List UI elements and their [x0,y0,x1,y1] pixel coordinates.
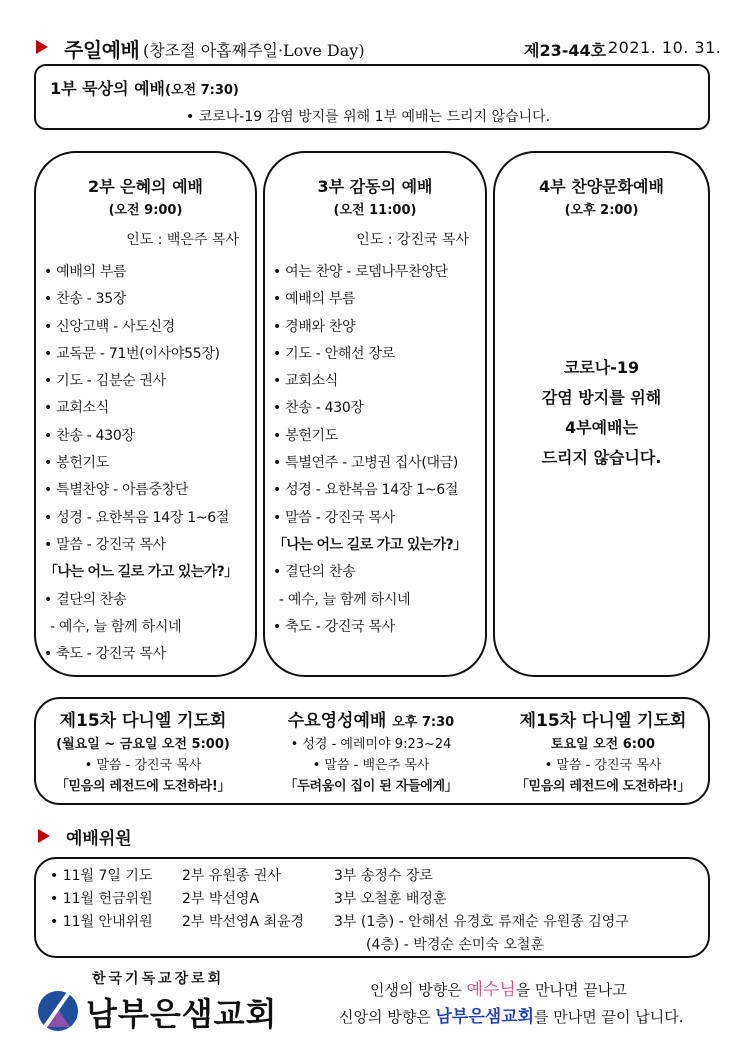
prayer-sermon: 「믿음의 레전드에 도전하라!」 [55,779,231,794]
order-item: • 결단의 찬송 [44,591,127,608]
slogan-text: 를 만나면 끝이 납니다. [534,1008,684,1026]
service2-time: (오전 9:00) [108,203,183,218]
prayer-sermon: 「두려움이 집이 된 자들에게」 [284,779,458,794]
order-item: • 찬송 - 430장 [44,427,135,444]
prayer-scripture: • 성경 - 예레미야 9:23~24 [290,737,452,752]
service3-title: 3부 감동의 예배 [317,177,433,196]
order-item: - 예수, 늘 함께 하시네 [50,618,182,635]
issue-number: 제23-44호 [524,41,607,60]
order-item: • 특별찬양 - 아름중창단 [44,482,189,499]
notice-line: 감염 방지를 위해 [541,388,662,407]
order-item: • 찬송 - 35장 [44,291,127,308]
order-item: • 경배와 찬양 [273,318,356,335]
order-item: • 신앙고백 - 사도신경 [44,318,175,335]
slogan-line-1 [370,975,627,1000]
prayer-preacher: • 말씀 - 백은주 목사 [312,758,430,773]
service2-leader: 인도 : 백은주 목사 [126,232,239,248]
order-item: • 축도 - 강진국 목사 [44,646,166,663]
service2-title: 2부 은혜의 예배 [87,177,203,196]
service3-box [263,151,487,677]
service1-time: (오전 7:30) [165,83,239,98]
duty-s3: 3부 오철훈 배정훈 [334,891,447,907]
order-item: • 찬송 - 430장 [273,400,364,417]
prayer-title: 수요영성예배 [287,711,387,731]
slogan-highlight: 남부은샘교회 [435,1007,535,1027]
service3-leader: 인도 : 강진국 목사 [356,232,469,248]
order-item: • 축도 - 강진국 목사 [273,618,395,635]
bulletin-subtitle: (창조절 아홉째주일·Love Day) [143,41,365,60]
order-item: • 결단의 찬송 [273,564,356,581]
service1-heading [50,76,239,99]
section-arrow-icon [38,829,50,843]
slogan-text: 을 만나면 끝나고 [515,981,627,999]
order-item: • 기도 - 김분순 권사 [44,373,166,390]
order-item: • 교회소식 [273,373,339,390]
sermon-title: 「나는 어느 길로 가고 있는가?」 [44,564,238,581]
prayer-heading [264,708,478,734]
notice-line: 드리지 않습니다. [541,448,662,467]
duty-label: • 11월 7일 기도 [50,868,153,884]
service4-box [493,151,710,677]
order-item: • 성경 - 요한복음 14장 1~6절 [44,509,230,526]
bulletin-title: 주일예배 [64,38,140,62]
service3-order-list [273,259,467,641]
order-item: • 교회소식 [44,400,110,417]
church-logo-icon [38,991,78,1031]
order-item: • 예배의 부름 [273,291,356,308]
slogan-text: 인생의 방향은 [370,981,467,999]
order-item: • 예배의 부름 [44,264,127,280]
duty-s3: 3부 (1층) - 안해선 유경호 류재순 유원종 김영구 [334,914,629,930]
dawn-prayer-weekday [38,699,248,797]
slogan-text: 신앙의 방향은 [339,1008,436,1026]
header-arrow-icon [36,40,48,54]
order-item: • 교독문 - 71번(이사야55장) [44,345,220,362]
duty-extra: (4층) - 박경순 손미숙 오철훈 [366,937,544,953]
duty-box [34,857,710,958]
prayer-meetings-box [34,697,710,805]
order-item: • 봉헌기도 [273,427,339,444]
duty-label: • 11월 헌금위원 [50,891,153,907]
slogan-line-2 [339,1002,684,1027]
slogan-highlight: 예수님 [466,980,516,1000]
duty-s3: 3부 송정수 장로 [334,868,433,884]
duty-s2: 2부 유원종 권사 [182,868,281,884]
prayer-title: 제15차 다니엘 기도회 [59,711,227,731]
order-item: - 예수, 늘 함께 하시네 [279,591,411,608]
service1-title: 1부 묵상의 예배 [50,79,166,98]
church-name: 남부은샘교회 [86,995,278,1033]
prayer-time: 오후 7:30 [392,715,455,730]
duty-s2: 2부 박선영A [182,891,260,907]
service1-box [34,64,710,130]
prayer-title: 제15차 다니엘 기도회 [519,711,687,731]
order-item: • 말씀 - 강진국 목사 [44,536,166,553]
order-item: • 봉헌기도 [44,455,110,472]
service3-time: (오전 11:00) [333,203,417,218]
prayer-time: (월요일 ~ 금요일 오전 5:00) [56,737,230,752]
service4-time: (오후 2:00) [564,203,639,218]
notice-line: 4부예배는 [565,418,638,437]
duty-s2: 2부 박선영A 최윤경 [182,914,305,930]
prayer-preacher: • 말씀 - 강진국 목사 [84,758,202,773]
denomination-name: 한국기독교장로회 [92,971,225,987]
notice-line: 코로나-19 [563,358,640,377]
service4-notice [495,353,708,473]
prayer-sermon: 「믿음의 레전드에 도전하라!」 [515,779,691,794]
order-item: • 기도 - 안해선 장로 [273,345,395,362]
service2-box [34,151,257,677]
service2-order-list [44,259,238,668]
prayer-preacher: • 말씀 - 강진국 목사 [544,758,662,773]
wednesday-service [264,699,478,797]
order-item: • 말씀 - 강진국 목사 [273,509,395,526]
service1-note: • 코로나-19 감염 방지를 위해 1부 예배는 드리지 않습니다. [186,109,551,125]
service4-title: 4부 찬양문화예배 [539,177,664,196]
prayer-time: 토요일 오전 6:00 [550,737,656,752]
order-item: • 여는 찬양 - 로뎀나무찬양단 [273,264,448,280]
bulletin-date: 2021. 10. 31. [608,38,722,57]
order-item: • 성경 - 요한복음 14장 1~6절 [273,482,459,499]
duty-label: • 11월 안내위원 [50,914,153,930]
dawn-prayer-saturday [498,699,708,797]
order-item: • 특별연주 - 고병권 집사(대금) [273,455,459,472]
sermon-title: 「나는 어느 길로 가고 있는가?」 [273,536,467,553]
duty-section-title: 예배위원 [66,829,132,849]
